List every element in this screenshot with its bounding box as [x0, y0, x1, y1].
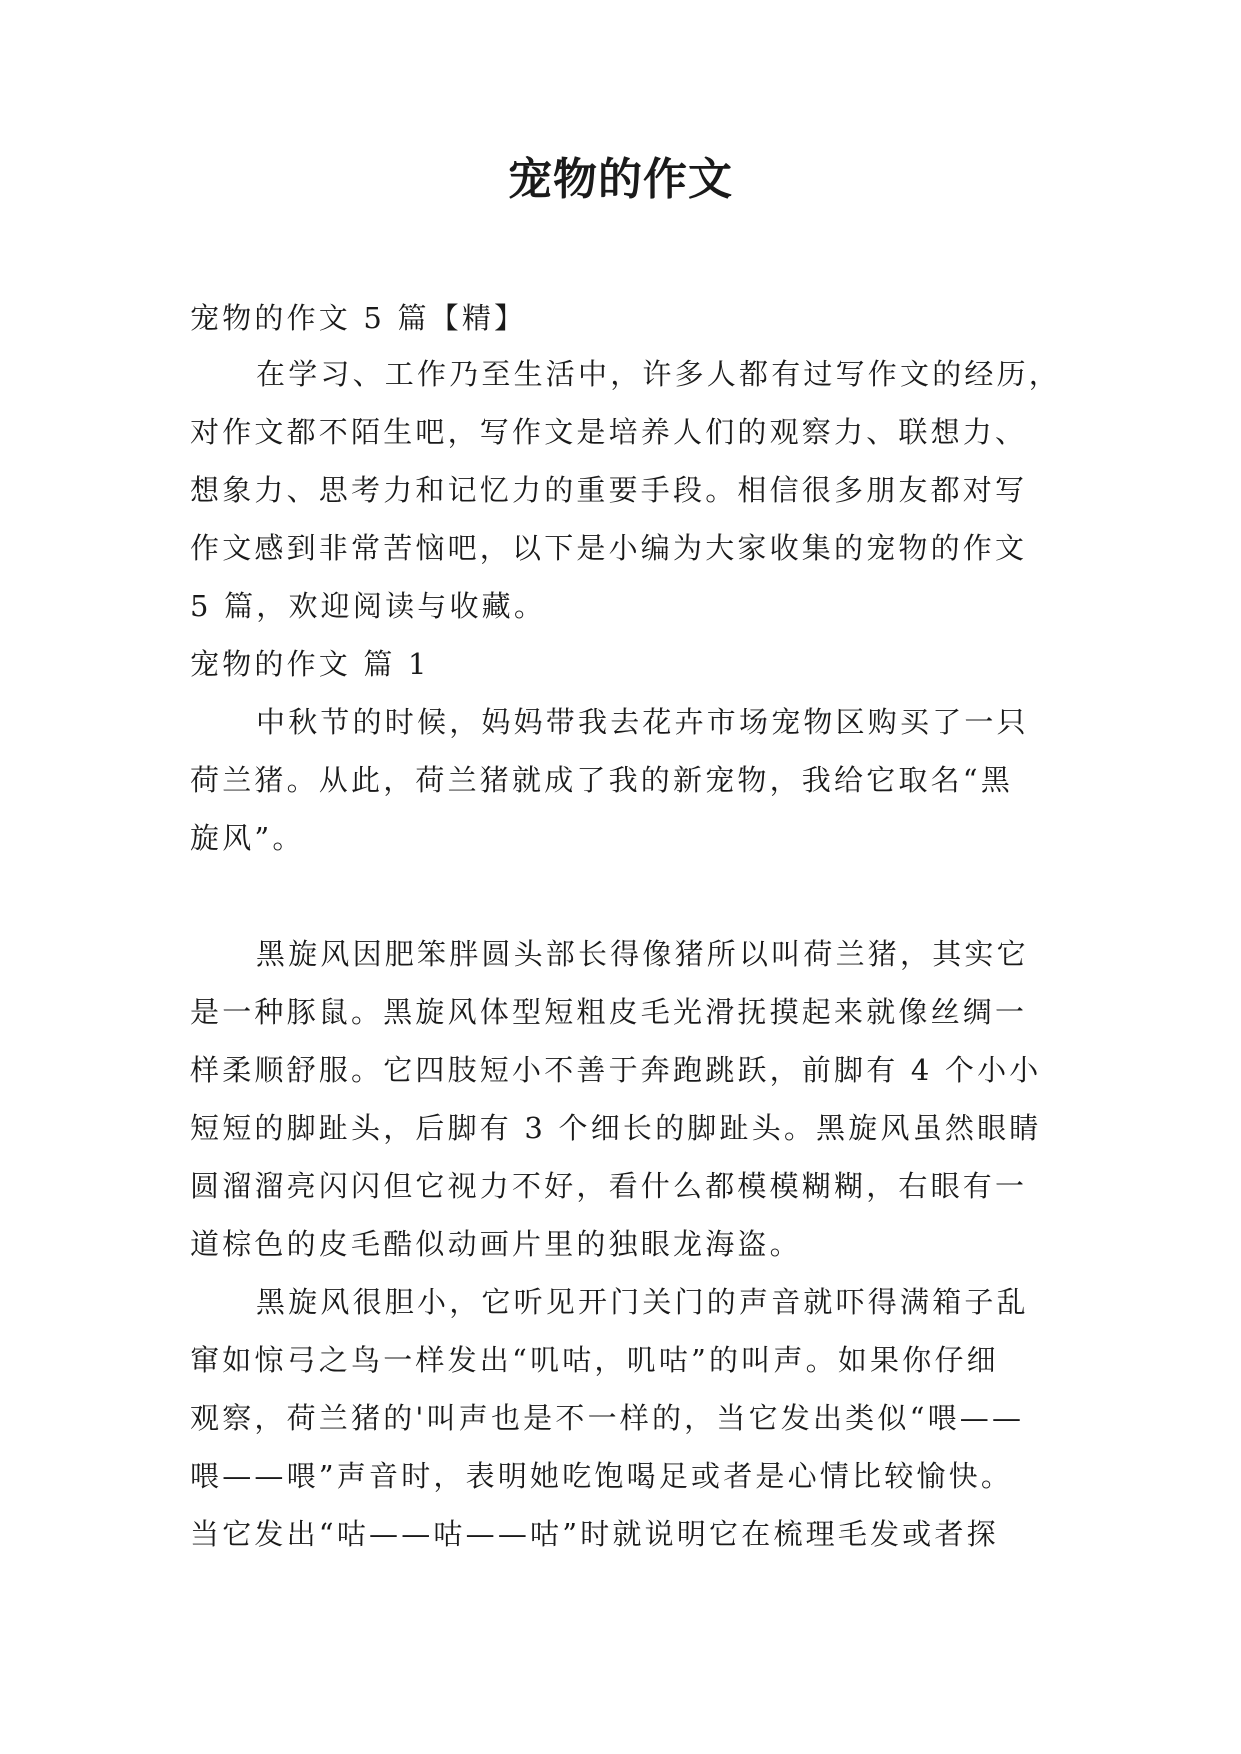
intro-line-5: 5 篇，欢迎阅读与收藏。 — [190, 589, 547, 623]
para2-line-1: 黑旋风因肥笨胖圆头部长得像猪所以叫荷兰猪，其实它 — [256, 937, 1029, 971]
para3-line-2: 窜如惊弓之鸟一样发出“叽咕，叽咕”的叫声。如果你仔细 — [190, 1343, 999, 1377]
para2-line-4: 短短的脚趾头，后脚有 3 个细长的脚趾头。黑旋风虽然眼睛 — [190, 1111, 1042, 1145]
para1-line-3: 旋风”。 — [190, 821, 305, 855]
para1-line-2: 荷兰猪。从此，荷兰猪就成了我的新宠物，我给它取名“黑 — [190, 763, 1014, 797]
para1-line-1: 中秋节的时候，妈妈带我去花卉市场宠物区购买了一只 — [256, 705, 1029, 739]
para2-line-2: 是一种豚鼠。黑旋风体型短粗皮毛光滑抚摸起来就像丝绸一 — [190, 995, 1028, 1029]
para2-line-5: 圆溜溜亮闪闪但它视力不好，看什么都模模糊糊，右眼有一 — [190, 1169, 1028, 1203]
intro-line-1: 在学习、工作乃至生活中，许多人都有过写作文的经历， — [256, 357, 1062, 391]
para3-line-5: 当它发出“咕——咕——咕”时就说明它在梳理毛发或者探 — [190, 1517, 999, 1551]
intro-line-3: 想象力、思考力和记忆力的重要手段。相信很多朋友都对写 — [190, 473, 1028, 507]
para3-line-3: 观察，荷兰猪的'叫声也是不一样的，当它发出类似“喂—— — [190, 1401, 1025, 1435]
para2-line-6: 道棕色的皮毛酷似动画片里的独眼龙海盗。 — [190, 1227, 802, 1261]
section-heading: 宠物的作文 篇 1 — [190, 647, 430, 681]
intro-line-2: 对作文都不陌生吧，写作文是培养人们的观察力、联想力、 — [190, 415, 1028, 449]
intro-line-4: 作文感到非常苦恼吧，以下是小编为大家收集的宠物的作文 — [190, 531, 1028, 565]
document-subtitle: 宠物的作文 5 篇【精】 — [190, 301, 527, 335]
para2-line-3: 样柔顺舒服。它四肢短小不善于奔跑跳跃，前脚有 4 个小小 — [190, 1053, 1042, 1087]
para3-line-1: 黑旋风很胆小，它听见开门关门的声音就吓得满箱子乱 — [256, 1285, 1029, 1319]
document-title: 宠物的作文 — [508, 154, 733, 205]
para3-line-4: 喂——喂”声音时，表明她吃饱喝足或者是心情比较愉快。 — [190, 1459, 1014, 1493]
